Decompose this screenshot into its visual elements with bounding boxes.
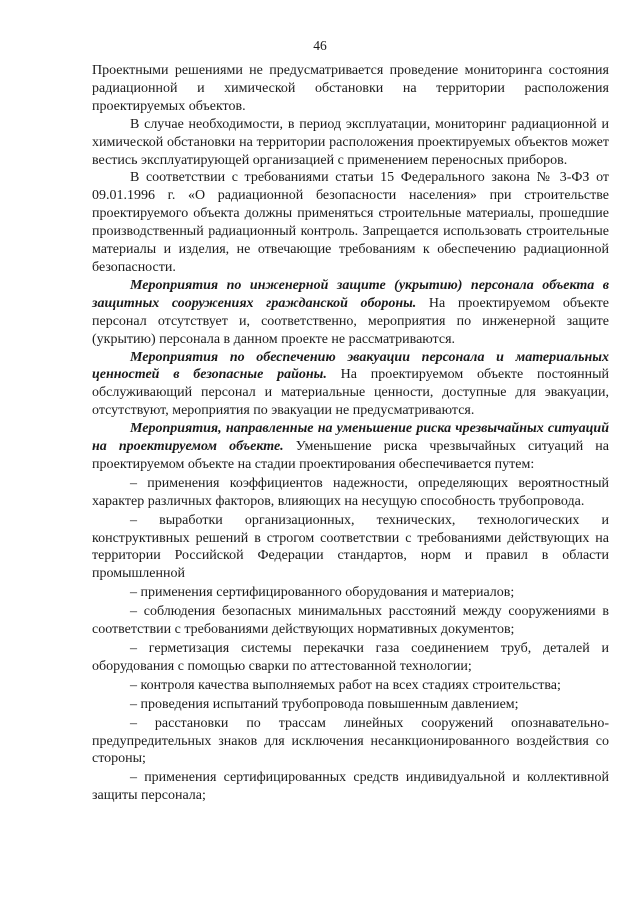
section-heading: Мероприятия по обеспечению эвакуации персонала и материальных ценностей в безопасные районы. [92,349,609,383]
list-item: – выработки организационных, технических, технологических и конструктивных решений в строгом соответствии с требованиями действующих на территории Российской Федерации стандартов, норм и правил в области промышленной [92,512,609,582]
paragraph-text: Проектными решениями не предусматривается проведение мониторинга состояния радиационной и химической обстановки на территории расположения проектируемых объектов. [92,63,609,114]
list-item: – контроля качества выполняемых работ на всех стадиях строительства; [130,677,561,693]
list-item: – применения коэффициентов надежности, определяющих вероятностный характер различных факторов, влияющих на несущую способность трубопровода. [92,475,609,509]
paragraph-text: На проектируемом объекте постоянный обслуживающий персонал и материальные ценности, доступные для эвакуации, отсутствуют, мероприятия по эвакуации не предусматриваются. [92,367,609,419]
list-item: – расстановки по трассам линейных сооружений опознавательно-предупредительных знаков для исключения несанкционированного воздействия со стороны; [92,715,609,767]
paragraph-text: Уменьшение риска чрезвычайных ситуаций на проектируемом объекте на стадии проектирования обеспечивается путем: [92,439,609,472]
document-body [92,62,609,805]
section-heading: Мероприятия по инженерной защите (укрытию) персонала объекта в защитных сооружениях гражданской обороны. [92,277,609,311]
paragraph-text: В соответствии с требованиями статьи 15 Федерального закона № 3-ФЗ от 09.01.1996 г. «О радиационной безопасности населения» при строительстве проектируемого объекта должны применяться строительные материалы, прошедшие производственный радиационный контроль. Запрещается использовать строительные материалы и изделия, не отвечающие требованиям к обеспечению радиационной безопасности. [92,170,609,275]
paragraph-shelter [92,277,609,349]
list-item: – применения сертифицированных средств индивидуальной и коллективной защиты персонала; [92,770,609,804]
section-heading: Мероприятия, направленные на уменьшение риска чрезвычайных ситуаций на проектируемом объекте. [92,421,609,455]
paragraph-risk-reduction [92,420,609,474]
paragraph-evacuation [92,349,609,421]
paragraph-radiation-law [92,169,609,276]
list-item: – проведения испытаний трубопровода повышенным давлением; [130,696,519,712]
paragraph-text: На проектируемом объекте персонал отсутствует и, соответственно, мероприятия по инженерной защите (укрытию) персонала в данном проекте не рассматриваются. [92,295,609,347]
list-item: – соблюдения безопасных минимальных расстояний между сооружениями в соответствии с требованиями действующих нормативных документов; [92,604,609,638]
paragraph-portable-devices [92,116,609,170]
paragraph-monitoring [92,62,609,116]
page-number: 46 [313,38,327,53]
list-item: – применения сертифицированного оборудования и материалов; [130,585,515,601]
paragraph-text: В случае необходимости, в период эксплуатации, мониторинг радиационной и химической обстановки на территории расположения проектируемых объектов может вестись эксплуатирующей организацией с применением переносных приборов. [92,116,609,168]
list-item: – герметизация системы перекачки газа соединением труб, деталей и оборудования с помощью сварки по аттестованной технологии; [92,641,609,674]
